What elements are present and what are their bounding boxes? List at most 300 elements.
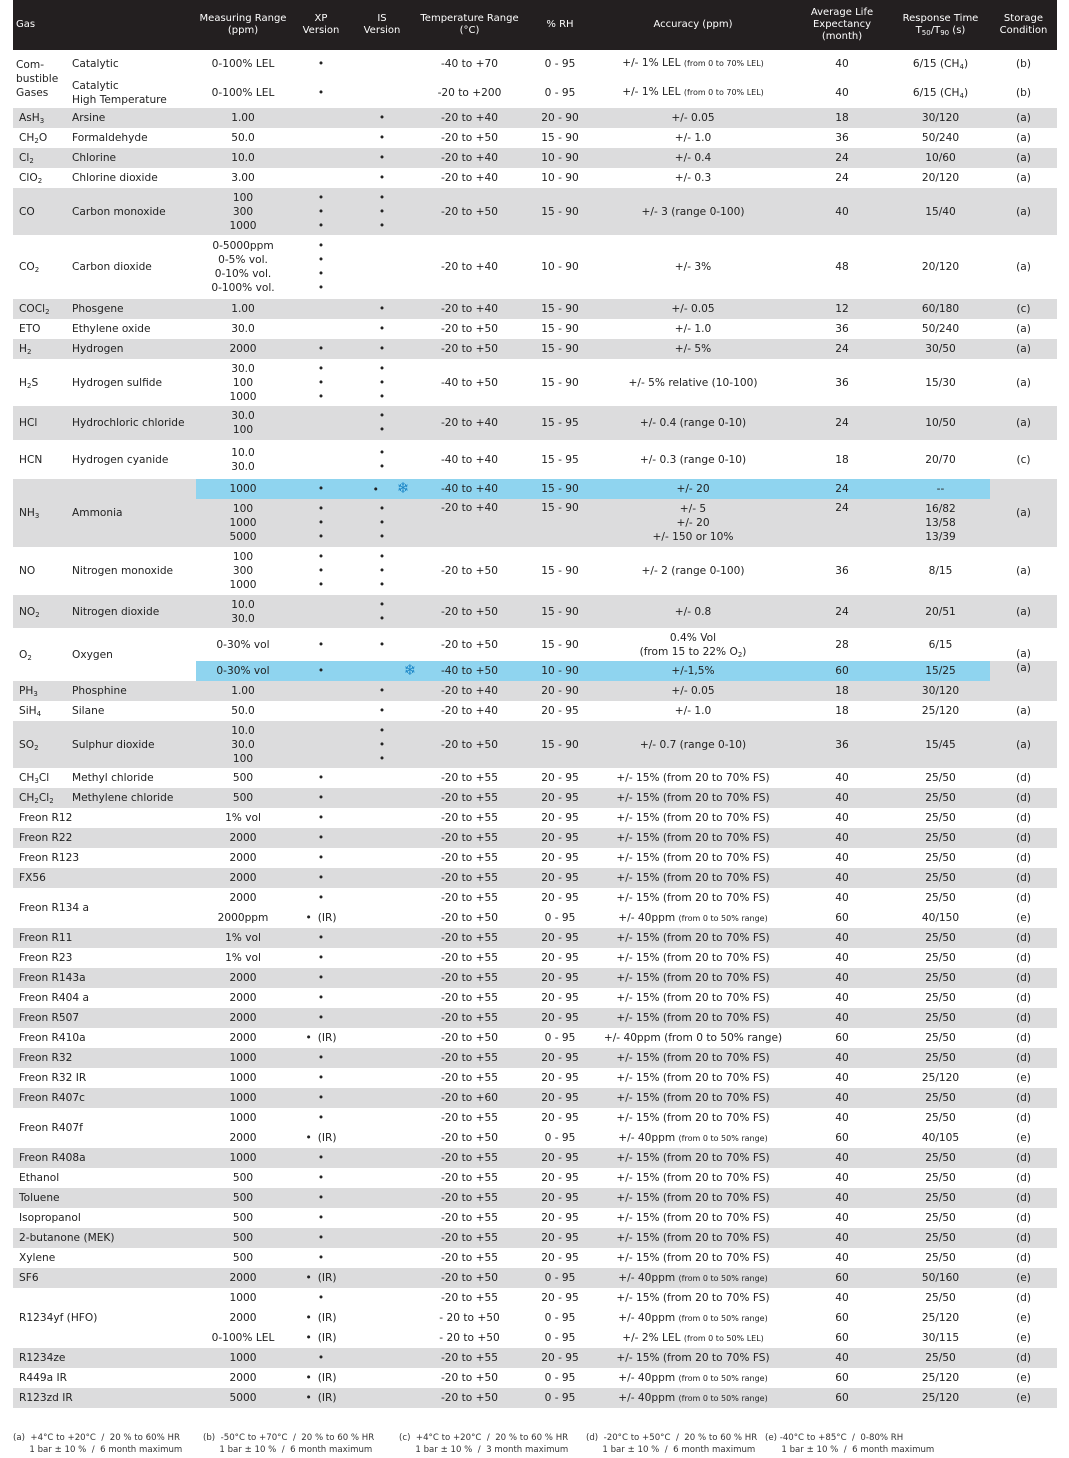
accuracy-value: +/- 0.05 bbox=[593, 299, 793, 319]
xp-mark: • bbox=[317, 1292, 325, 1304]
rh-value: 20 - 95 bbox=[527, 968, 593, 988]
accuracy-value: +/- 40ppm (from 0 to 50% range) bbox=[593, 1388, 793, 1408]
gas-name: Silane bbox=[72, 705, 105, 717]
xp-mark bbox=[290, 440, 352, 479]
header-range: Measuring Range (ppm) bbox=[196, 0, 290, 50]
temp-value: -20 to +55 bbox=[440, 1292, 499, 1304]
storage-value: (d) bbox=[990, 1088, 1057, 1108]
gas-name: Freon R12 bbox=[19, 812, 73, 824]
rh-value: 0 - 95 bbox=[544, 57, 576, 70]
table-row bbox=[13, 299, 1057, 319]
gas-formula: Com- bustible Gases bbox=[16, 59, 59, 99]
response-value: 25/50 bbox=[891, 868, 990, 888]
life-value: 24 bbox=[793, 479, 891, 499]
legend-e: (e) -40°C to +85°C / 0-80% RH 1 bar ± 10 % / 6 month maximum bbox=[765, 1433, 935, 1455]
response-value: 25/50 bbox=[891, 828, 990, 848]
life-value: 40 bbox=[793, 188, 891, 235]
table-row bbox=[13, 1348, 1057, 1368]
storage-value: (a) bbox=[1016, 565, 1031, 577]
is-mark bbox=[352, 235, 412, 299]
temp-value: -20 to +55 bbox=[440, 812, 499, 824]
rh-value: 20 - 95 bbox=[527, 1228, 593, 1248]
table-row bbox=[13, 406, 1057, 440]
is-mark bbox=[352, 1028, 412, 1048]
accuracy-value: +/- 40ppm (from 0 to 50% range) bbox=[618, 1371, 768, 1384]
xp-mark: • bbox=[317, 992, 325, 1004]
xp-mark: • bbox=[317, 57, 325, 70]
is-mark bbox=[352, 1148, 412, 1168]
accuracy-value: +/- 15% (from 20 to 70% FS) bbox=[593, 1348, 793, 1368]
response-value: 25/50 bbox=[925, 1212, 956, 1224]
is-mark: • bbox=[378, 705, 386, 717]
xp-mark: • bbox=[317, 812, 325, 824]
life-value: 40 bbox=[835, 1252, 849, 1264]
temp-value: -20 to +55 bbox=[412, 868, 527, 888]
accuracy-value: +/- 1.0 bbox=[674, 705, 712, 717]
temp-value: -20 to +40 bbox=[412, 108, 527, 128]
temp-value: -20 to +40 bbox=[412, 148, 527, 168]
header-storage: Storage Condition bbox=[990, 0, 1057, 50]
gas-name: Freon R408a bbox=[13, 1148, 196, 1168]
range-value: 10.0 bbox=[196, 148, 290, 168]
rh-value: 0 - 95 bbox=[544, 1312, 576, 1324]
gas-formula: $SO_2$ bbox=[13, 721, 70, 768]
life-value: 24 bbox=[793, 499, 891, 547]
range-value: 500 bbox=[196, 788, 290, 808]
is-mark bbox=[352, 1268, 412, 1288]
temp-value: -20 to +55 bbox=[412, 1228, 527, 1248]
temp-value: -20 to +50 bbox=[412, 1268, 527, 1288]
storage-value: (a) bbox=[1016, 323, 1031, 335]
accuracy-value: +/- 15% (from 20 to 70% FS) bbox=[616, 1212, 770, 1224]
life-value: 40 bbox=[793, 1088, 891, 1108]
storage-value: (d) bbox=[990, 1228, 1057, 1248]
range-value: 0-30% vol bbox=[216, 638, 270, 651]
gas-name: Freon R123 bbox=[19, 852, 80, 864]
table-row bbox=[13, 1048, 1057, 1068]
is-mark: • bbox=[352, 148, 412, 168]
storage-value: (a) bbox=[1016, 172, 1031, 184]
table-row bbox=[13, 1028, 1057, 1048]
gas-name: Ethylene oxide bbox=[72, 323, 151, 335]
table-row bbox=[13, 928, 1057, 948]
is-mark bbox=[352, 1288, 412, 1308]
xp-mark bbox=[290, 595, 352, 628]
rh-value: 15 - 90 bbox=[527, 188, 593, 235]
is-mark bbox=[352, 968, 412, 988]
life-value: 40 bbox=[835, 57, 849, 70]
gas-formula: $Cl_2$ bbox=[13, 148, 70, 168]
rh-value: 20 - 95 bbox=[541, 1212, 579, 1224]
life-value: 36 bbox=[793, 721, 891, 768]
rh-value: 20 - 95 bbox=[527, 1148, 593, 1168]
gas-name: R449a IR bbox=[19, 1372, 67, 1384]
rh-value: 0 - 95 bbox=[544, 1332, 576, 1344]
storage-value: (e) bbox=[1016, 1332, 1031, 1344]
is-mark bbox=[352, 908, 412, 928]
storage-value: (a) bbox=[990, 188, 1057, 235]
accuracy-value: +/- 15% (from 20 to 70% FS) bbox=[616, 952, 770, 964]
gas-name: Catalytic bbox=[72, 57, 119, 70]
rh-value: 20 - 95 bbox=[527, 1048, 593, 1068]
rh-value: 15 - 90 bbox=[527, 339, 593, 359]
accuracy-value: +/- 15% (from 20 to 70% FS) bbox=[616, 772, 770, 784]
range-value: 2000 bbox=[229, 1032, 257, 1044]
storage-value: (d) bbox=[1016, 892, 1031, 904]
gas-name: Nitrogen dioxide bbox=[70, 595, 196, 628]
xp-mark: • (IR) bbox=[290, 1388, 352, 1408]
gas-formula: SiH$_4$ bbox=[19, 705, 42, 718]
range-value: 50.0 bbox=[231, 132, 255, 144]
temp-value: -20 to +50 bbox=[440, 132, 499, 144]
response-value: 25/50 bbox=[925, 1292, 956, 1304]
rh-value: 20 - 95 bbox=[541, 772, 579, 784]
table-row bbox=[13, 148, 1057, 168]
accuracy-value: +/- 3 (range 0-100) bbox=[593, 188, 793, 235]
rh-value: 20 - 95 bbox=[541, 892, 579, 904]
rh-value: 15 - 90 bbox=[541, 323, 579, 335]
storage-value: (d) bbox=[990, 968, 1057, 988]
response-value: 40/150 bbox=[921, 912, 960, 924]
gas-formula: ClO$_2$ bbox=[19, 172, 43, 185]
life-value: 40 bbox=[835, 86, 849, 99]
table-row bbox=[13, 768, 1057, 788]
range-value: 5000 bbox=[196, 1388, 290, 1408]
life-value: 40 bbox=[835, 952, 849, 964]
rh-value: 0 - 95 bbox=[544, 1132, 576, 1144]
xp-mark: • bbox=[317, 1172, 325, 1184]
range-value: 1% vol bbox=[225, 812, 261, 824]
rh-value: 0 - 95 bbox=[527, 1268, 593, 1288]
table-row bbox=[13, 721, 1057, 768]
range-value: 1000 bbox=[196, 1348, 290, 1368]
storage-value: (d) bbox=[990, 1008, 1057, 1028]
temp-value: -20 to +55 bbox=[440, 992, 499, 1004]
range-value: 0-100% LEL bbox=[211, 1332, 275, 1344]
header-row bbox=[13, 0, 1057, 50]
storage-value: (e) bbox=[1016, 1372, 1031, 1384]
xp-mark: • • • bbox=[317, 551, 325, 591]
gas-name: Phosgene bbox=[70, 299, 196, 319]
table-row bbox=[13, 595, 1057, 628]
is-mark: • bbox=[378, 323, 386, 335]
range-value: 30.0 100 1000 bbox=[229, 362, 257, 403]
accuracy-value: +/- 15% (from 20 to 70% FS) bbox=[593, 1008, 793, 1028]
gas-name: Isopropanol bbox=[19, 1212, 81, 1224]
is-mark: • bbox=[352, 681, 412, 701]
life-value: 40 bbox=[793, 1228, 891, 1248]
accuracy-value: +/- 40ppm (from 0 to 50% range) bbox=[618, 911, 768, 924]
range-value: 1000 bbox=[229, 1072, 257, 1084]
rh-value: 20 - 95 bbox=[541, 1072, 579, 1084]
legend-b: (b) -50°C to +70°C / 20 % to 60 % HR 1 bar ± 10 % / 6 month maximum bbox=[203, 1433, 375, 1455]
is-mark bbox=[352, 1068, 412, 1088]
is-mark bbox=[352, 1248, 412, 1268]
response-value: 25/50 bbox=[891, 968, 990, 988]
range-value: 0-5000ppm 0-5% vol. 0-10% vol. 0-100% vol. bbox=[211, 240, 275, 294]
accuracy-value: +/- 1% LEL (from 0 to 70% LEL) bbox=[622, 86, 764, 98]
table-row bbox=[13, 988, 1057, 1008]
life-value: 48 bbox=[835, 261, 849, 273]
rh-value: 20 - 95 bbox=[527, 1188, 593, 1208]
response-value: 60/180 bbox=[891, 299, 990, 319]
gas-name: Ethanol bbox=[19, 1172, 60, 1184]
xp-mark: • bbox=[317, 1252, 325, 1264]
storage-value: (b) bbox=[1016, 57, 1031, 70]
temp-value: -20 to +55 bbox=[440, 852, 499, 864]
gas-formula: HCl bbox=[13, 406, 70, 440]
range-value: 500 bbox=[232, 772, 254, 784]
life-value: 36 bbox=[835, 323, 849, 335]
storage-value: (a) bbox=[1016, 376, 1031, 389]
gas-formula: $CH_2Cl_2$ bbox=[13, 788, 70, 808]
rh-value: 20 - 95 bbox=[541, 1292, 579, 1304]
xp-mark: • bbox=[290, 868, 352, 888]
xp-mark: • • • bbox=[290, 499, 352, 547]
storage-value: (e) bbox=[1016, 1312, 1031, 1324]
table-row bbox=[13, 235, 1057, 299]
is-mark bbox=[352, 868, 412, 888]
is-mark: • bbox=[378, 132, 386, 144]
gas-name: Carbon monoxide bbox=[70, 188, 196, 235]
life-value: 24 bbox=[793, 148, 891, 168]
storage-value: (a) bbox=[1016, 261, 1031, 273]
life-value: 24 bbox=[835, 172, 849, 184]
accuracy-value: +/- 15% (from 20 to 70% FS) bbox=[593, 868, 793, 888]
range-value: 2000 bbox=[229, 892, 257, 904]
xp-mark: • (IR) bbox=[290, 1268, 352, 1288]
range-value: 2000ppm bbox=[217, 912, 269, 924]
xp-mark: • (IR) bbox=[305, 1372, 337, 1384]
rh-value: 15 - 90 bbox=[541, 565, 579, 577]
xp-mark: • bbox=[290, 1188, 352, 1208]
table-row bbox=[13, 888, 1057, 908]
rh-value: 20 - 95 bbox=[541, 705, 579, 717]
life-value: 18 bbox=[835, 453, 849, 466]
gas-name: Freon R507 bbox=[13, 1008, 196, 1028]
storage-value: (b) bbox=[1016, 86, 1031, 99]
accuracy-value: +/- 15% (from 20 to 70% FS) bbox=[593, 1188, 793, 1208]
storage-value: (a) bbox=[990, 661, 1057, 701]
life-value: 40 bbox=[835, 772, 849, 784]
accuracy-value: +/- 15% (from 20 to 70% FS) bbox=[593, 1088, 793, 1108]
response-value: 25/50 bbox=[925, 852, 956, 864]
xp-mark bbox=[290, 148, 352, 168]
rh-value: 10 - 90 bbox=[541, 172, 579, 184]
xp-mark: • bbox=[317, 852, 325, 864]
life-value: 60 bbox=[835, 912, 849, 924]
response-value: 25/50 bbox=[891, 928, 990, 948]
storage-value: (d) bbox=[1016, 1172, 1031, 1184]
gas-name: Nitrogen monoxide bbox=[72, 565, 174, 577]
life-value: 40 bbox=[835, 812, 849, 824]
temp-value: -20 to +50 bbox=[412, 1388, 527, 1408]
table-row bbox=[13, 701, 1057, 721]
range-value: 1.00 bbox=[196, 681, 290, 701]
life-value: 40 bbox=[793, 788, 891, 808]
temp-value: -20 to +55 bbox=[440, 892, 499, 904]
temp-value: -20 to +55 bbox=[440, 952, 499, 964]
xp-mark: • • • • bbox=[317, 240, 325, 294]
life-value: 40 bbox=[835, 1172, 849, 1184]
storage-value: (d) bbox=[990, 788, 1057, 808]
gas-name: Freon R143a bbox=[13, 968, 196, 988]
life-value: 40 bbox=[793, 828, 891, 848]
temp-value: -20 to +50 bbox=[412, 595, 527, 628]
rh-value: 20 - 95 bbox=[541, 812, 579, 824]
response-value: 25/50 bbox=[891, 1048, 990, 1068]
gas-name: Phosphine bbox=[70, 681, 196, 701]
temp-value: -20 to +50 bbox=[440, 565, 499, 577]
storage-value: (a) bbox=[990, 108, 1057, 128]
response-value: 25/50 bbox=[891, 788, 990, 808]
gas-name: Arsine bbox=[70, 108, 196, 128]
temp-value: -20 to +55 bbox=[440, 1112, 499, 1124]
table-row bbox=[13, 547, 1057, 595]
range-value: 500 bbox=[232, 1252, 254, 1264]
gas-name: R123zd IR bbox=[13, 1388, 196, 1408]
rh-value: 20 - 95 bbox=[541, 992, 579, 1004]
gas-name: Hydrochloric chloride bbox=[70, 406, 196, 440]
temp-value: -20 to +40 bbox=[412, 681, 527, 701]
life-value: 40 bbox=[835, 852, 849, 864]
table-row bbox=[13, 77, 1057, 108]
table-row bbox=[13, 1088, 1057, 1108]
temp-value: -20 to +50 bbox=[440, 1372, 499, 1384]
range-value: 500 bbox=[196, 1228, 290, 1248]
life-value: 40 bbox=[793, 928, 891, 948]
is-mark bbox=[352, 768, 412, 788]
response-value: 25/50 bbox=[925, 1112, 956, 1124]
table-row bbox=[13, 1248, 1057, 1268]
table-row bbox=[13, 1208, 1057, 1228]
header-xp: XP Version bbox=[290, 0, 352, 50]
is-mark bbox=[352, 1008, 412, 1028]
table-row bbox=[13, 1008, 1057, 1028]
temp-value: - 20 to +50 bbox=[439, 1332, 500, 1344]
table-row bbox=[13, 1388, 1057, 1408]
rh-value: 15 - 90 bbox=[541, 638, 579, 651]
xp-mark: • • • bbox=[290, 188, 352, 235]
xp-mark: • bbox=[290, 1008, 352, 1028]
gas-name: Chlorine dioxide bbox=[72, 172, 158, 184]
is-mark: • • • bbox=[378, 362, 386, 403]
life-value: 28 bbox=[835, 638, 849, 651]
range-value: 10.0 30.0 100 bbox=[196, 721, 290, 768]
gas-name: R1234yf (HFO) bbox=[19, 1312, 98, 1324]
accuracy-value: +/- 0.3 bbox=[674, 172, 712, 184]
storage-value: (a) bbox=[990, 721, 1057, 768]
accuracy-value: +/- 15% (from 20 to 70% FS) bbox=[593, 928, 793, 948]
xp-mark: • • • bbox=[317, 362, 325, 403]
range-value: 2000 bbox=[229, 1132, 257, 1144]
gas-formula: AsH$_3$ bbox=[13, 108, 70, 128]
rh-value: 20 - 95 bbox=[527, 1348, 593, 1368]
xp-mark: • bbox=[290, 1348, 352, 1368]
legend-a: (a) +4°C to +20°C / 20 % to 60% HR 1 bar ± 10 % / 6 month maximum bbox=[13, 1433, 183, 1455]
header-rh: % RH bbox=[527, 0, 593, 50]
table-row bbox=[13, 1268, 1057, 1288]
response-value: 15/40 bbox=[891, 188, 990, 235]
rh-value: 20 - 95 bbox=[527, 788, 593, 808]
temp-value: -20 to +55 bbox=[440, 1072, 499, 1084]
response-value: 25/50 bbox=[891, 1228, 990, 1248]
is-mark bbox=[352, 1088, 412, 1108]
xp-mark bbox=[290, 168, 352, 188]
xp-mark: • bbox=[317, 892, 325, 904]
temp-value: -20 to +55 bbox=[440, 772, 499, 784]
table-row bbox=[13, 868, 1057, 888]
storage-value: (a) bbox=[990, 339, 1057, 359]
gas-formula: ETO bbox=[19, 323, 41, 335]
gas-formula: HCN bbox=[19, 453, 43, 466]
response-value: 10/50 bbox=[891, 406, 990, 440]
rh-value: 15 - 90 bbox=[541, 132, 579, 144]
gas-formula: $CH_3Cl$ bbox=[19, 772, 50, 785]
accuracy-value: +/- 15% (from 20 to 70% FS) bbox=[616, 1252, 770, 1264]
rh-value: 15 - 95 bbox=[541, 453, 579, 466]
range-value: 2000 bbox=[196, 828, 290, 848]
accuracy-value: +/- 0.05 bbox=[593, 681, 793, 701]
rh-value: 15 - 90 bbox=[541, 376, 579, 389]
life-value: 36 bbox=[835, 132, 849, 144]
xp-mark bbox=[290, 128, 352, 148]
table-row bbox=[13, 968, 1057, 988]
accuracy-value: +/- 0.4 (range 0-10) bbox=[593, 406, 793, 440]
is-mark bbox=[352, 888, 412, 908]
gas-name: Chlorine bbox=[70, 148, 196, 168]
life-value: 24 bbox=[793, 406, 891, 440]
gas-name: Toluene bbox=[13, 1188, 196, 1208]
life-value: 60 bbox=[793, 1268, 891, 1288]
temp-value: -40 to +50 bbox=[412, 661, 527, 681]
life-value: 18 bbox=[793, 108, 891, 128]
rh-value: 20 - 90 bbox=[527, 108, 593, 128]
xp-mark: • bbox=[290, 339, 352, 359]
rh-value: 15 - 90 bbox=[527, 299, 593, 319]
gas-name: Sulphur dioxide bbox=[70, 721, 196, 768]
is-mark: • • bbox=[352, 406, 412, 440]
rh-value: 20 - 95 bbox=[527, 1008, 593, 1028]
temp-value: -20 to +40 bbox=[412, 299, 527, 319]
temp-value: - 20 to +50 bbox=[439, 1312, 500, 1324]
temp-value: -20 to +50 bbox=[412, 188, 527, 235]
table-row bbox=[13, 108, 1057, 128]
is-mark bbox=[352, 1048, 412, 1068]
storage-value: (e) bbox=[1016, 1132, 1031, 1144]
table-row bbox=[13, 128, 1057, 148]
xp-mark: • bbox=[290, 1148, 352, 1168]
is-mark bbox=[352, 661, 417, 681]
table-row bbox=[13, 788, 1057, 808]
is-mark: • bbox=[378, 638, 386, 651]
life-value: 40 bbox=[793, 1188, 891, 1208]
accuracy-value: +/- 3% bbox=[674, 261, 712, 273]
response-value: 30/120 bbox=[891, 108, 990, 128]
temp-value: -20 to +55 bbox=[412, 928, 527, 948]
is-mark: • ❄ bbox=[352, 479, 412, 499]
gas-formula: $H_2$ bbox=[13, 339, 70, 359]
range-value: 30.0 bbox=[231, 323, 255, 335]
temp-value: -20 to +50 bbox=[440, 1032, 499, 1044]
gas-name: Catalytic High Temperature bbox=[72, 79, 167, 106]
response-value: -- bbox=[891, 479, 990, 499]
table-row bbox=[13, 479, 1057, 499]
life-value: 24 bbox=[793, 339, 891, 359]
header-is: IS Version bbox=[352, 0, 412, 50]
gas-name: Freon R410a bbox=[19, 1032, 86, 1044]
storage-value: (d) bbox=[990, 1148, 1057, 1168]
